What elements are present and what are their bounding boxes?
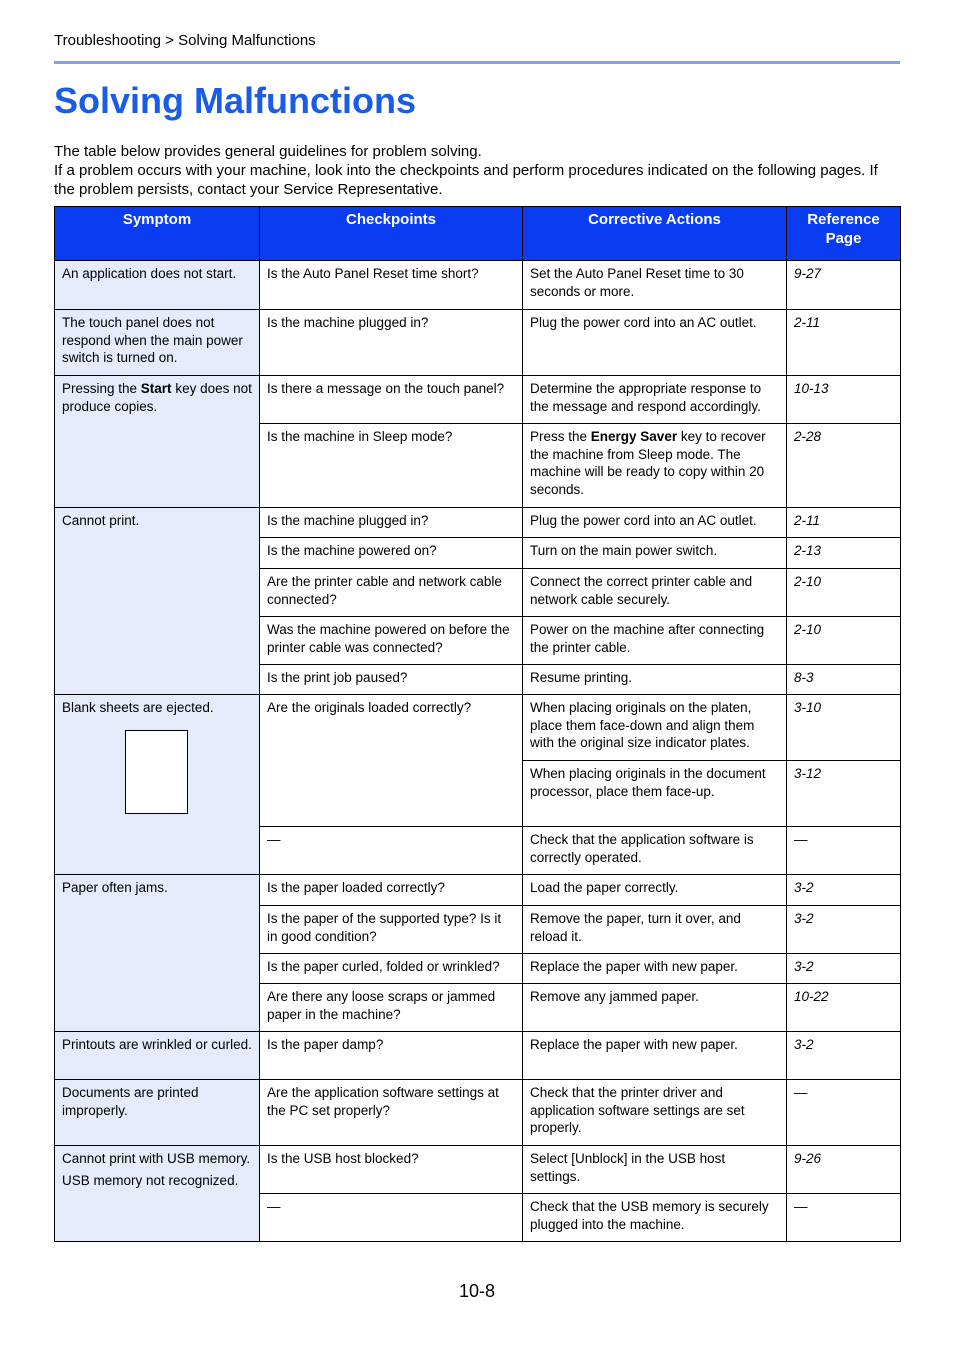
table-row xyxy=(55,1032,901,1080)
checkpoint-cell: Are the originals loaded correctly? xyxy=(260,695,523,827)
checkpoint-cell: — xyxy=(260,827,523,875)
reference-cell: 9-27 xyxy=(787,261,901,310)
symptom-cell: Paper often jams. xyxy=(55,875,260,1032)
action-cell: Power on the machine after connecting the printer cable. xyxy=(523,617,787,665)
reference-cell: 2-13 xyxy=(787,538,901,569)
action-cell: When placing originals on the platen, place them face-down and align them with the original size indicator plates. xyxy=(523,695,787,761)
symptom-cell xyxy=(55,1146,260,1242)
action-cell: Plug the power cord into an AC outlet. xyxy=(523,310,787,376)
action-cell: When placing originals in the document processor, place them face-up. xyxy=(523,761,787,827)
action-cell xyxy=(523,424,787,508)
action-cell: Load the paper correctly. xyxy=(523,875,787,906)
page-number: 10-8 xyxy=(459,1281,496,1301)
start-key-label: Start xyxy=(140,381,172,396)
symptom-cell xyxy=(55,376,260,508)
checkpoint-cell: Is the print job paused? xyxy=(260,665,523,695)
symptom-text: key does not produce copies. xyxy=(62,381,252,414)
reference-cell: 3-2 xyxy=(787,954,901,984)
checkpoint-cell: Are the printer cable and network cable connected? xyxy=(260,569,523,617)
header-corrective-actions: Corrective Actions xyxy=(523,207,787,261)
reference-cell: 9-26 xyxy=(787,1146,901,1194)
header-rule xyxy=(54,61,900,64)
action-cell: Set the Auto Panel Reset time to 30 seconds or more. xyxy=(523,261,787,310)
reference-cell: 2-11 xyxy=(787,508,901,538)
header-checkpoints: Checkpoints xyxy=(260,207,523,261)
checkpoint-cell: Is the Auto Panel Reset time short? xyxy=(260,261,523,310)
checkpoint-cell: Is the paper of the supported type? Is it in good condition? xyxy=(260,906,523,954)
checkpoint-cell: Is there a message on the touch panel? xyxy=(260,376,523,424)
checkpoint-cell: — xyxy=(260,1194,523,1242)
symptom-text: Cannot print with USB memory. xyxy=(62,1151,251,1166)
checkpoint-cell: Is the paper curled, folded or wrinkled? xyxy=(260,954,523,984)
checkpoint-cell: Is the machine plugged in? xyxy=(260,310,523,376)
symptom-cell: Cannot print. xyxy=(55,508,260,695)
intro-text xyxy=(54,142,900,199)
checkpoint-cell: Are there any loose scraps or jammed paper in the machine? xyxy=(260,984,523,1032)
reference-cell: 2-28 xyxy=(787,424,901,508)
action-text: Press the xyxy=(530,429,591,444)
reference-cell: 2-10 xyxy=(787,569,901,617)
energy-saver-key-label: Energy Saver xyxy=(590,429,678,444)
reference-cell: 8-3 xyxy=(787,665,901,695)
action-cell: Check that the USB memory is securely plugged into the machine. xyxy=(523,1194,787,1242)
symptom-cell: Documents are printed improperly. xyxy=(55,1080,260,1146)
checkpoint-cell: Was the machine powered on before the printer cable was connected? xyxy=(260,617,523,665)
action-cell: Select [Unblock] in the USB host settings. xyxy=(523,1146,787,1194)
checkpoint-cell: Is the machine in Sleep mode? xyxy=(260,424,523,508)
reference-cell: — xyxy=(787,827,901,875)
symptom-text-secondary: USB memory not recognized. xyxy=(62,1172,239,1188)
reference-cell: 2-10 xyxy=(787,617,901,665)
intro-line-2: If a problem occurs with your machine, look into the checkpoints and perform procedures indicated on the following pages. If the problem persists, contact your Service Representative. xyxy=(54,162,878,198)
intro-line-1: The table below provides general guidelines for problem solving. xyxy=(54,143,482,160)
reference-cell: 3-2 xyxy=(787,906,901,954)
reference-cell: 3-2 xyxy=(787,875,901,906)
table-row xyxy=(55,875,901,906)
header-symptom: Symptom xyxy=(55,207,260,261)
action-cell: Check that the printer driver and application software settings are set properly. xyxy=(523,1080,787,1146)
checkpoint-cell: Is the machine plugged in? xyxy=(260,508,523,538)
action-cell: Plug the power cord into an AC outlet. xyxy=(523,508,787,538)
symptom-cell: An application does not start. xyxy=(55,261,260,310)
table-row xyxy=(55,695,901,761)
action-text: key to recover the machine from Sleep mode. The machine will be ready to copy within 20 seconds. xyxy=(530,429,766,497)
checkpoint-cell: Is the paper loaded correctly? xyxy=(260,875,523,906)
reference-cell: 2-11 xyxy=(787,310,901,376)
breadcrumb: Troubleshooting > Solving Malfunctions xyxy=(54,32,316,49)
checkpoint-cell: Is the machine powered on? xyxy=(260,538,523,569)
table-row xyxy=(55,310,901,376)
reference-cell: 3-10 xyxy=(787,695,901,761)
symptom-cell: Printouts are wrinkled or curled. xyxy=(55,1032,260,1080)
symptom-text: Blank sheets are ejected. xyxy=(62,700,214,715)
table-row xyxy=(55,1146,901,1194)
action-cell: Determine the appropriate response to the message and respond accordingly. xyxy=(523,376,787,424)
action-cell: Remove the paper, turn it over, and reload it. xyxy=(523,906,787,954)
header-reference-page: Reference Page xyxy=(787,207,901,261)
blank-sheet-illustration xyxy=(125,730,188,814)
action-cell: Replace the paper with new paper. xyxy=(523,954,787,984)
symptom-text: Pressing the xyxy=(62,381,141,396)
action-cell: Replace the paper with new paper. xyxy=(523,1032,787,1080)
action-cell: Remove any jammed paper. xyxy=(523,984,787,1032)
page-title: Solving Malfunctions xyxy=(54,80,417,121)
checkpoint-cell: Is the paper damp? xyxy=(260,1032,523,1080)
symptom-cell xyxy=(55,695,260,875)
checkpoint-cell: Are the application software settings at the PC set properly? xyxy=(260,1080,523,1146)
reference-cell: 3-12 xyxy=(787,761,901,827)
action-cell: Connect the correct printer cable and network cable securely. xyxy=(523,569,787,617)
action-cell: Check that the application software is correctly operated. xyxy=(523,827,787,875)
table-row xyxy=(55,261,901,310)
table-header-row xyxy=(55,207,901,261)
table-row xyxy=(55,1080,901,1146)
checkpoint-cell: Is the USB host blocked? xyxy=(260,1146,523,1194)
malfunction-table xyxy=(54,206,901,1242)
reference-cell: 3-2 xyxy=(787,1032,901,1080)
reference-cell: 10-13 xyxy=(787,376,901,424)
table-row xyxy=(55,376,901,424)
reference-cell: — xyxy=(787,1080,901,1146)
table-row xyxy=(55,508,901,538)
reference-cell: — xyxy=(787,1194,901,1242)
reference-cell: 10-22 xyxy=(787,984,901,1032)
action-cell: Turn on the main power switch. xyxy=(523,538,787,569)
action-cell: Resume printing. xyxy=(523,665,787,695)
symptom-cell: The touch panel does not respond when the main power switch is turned on. xyxy=(55,310,260,376)
